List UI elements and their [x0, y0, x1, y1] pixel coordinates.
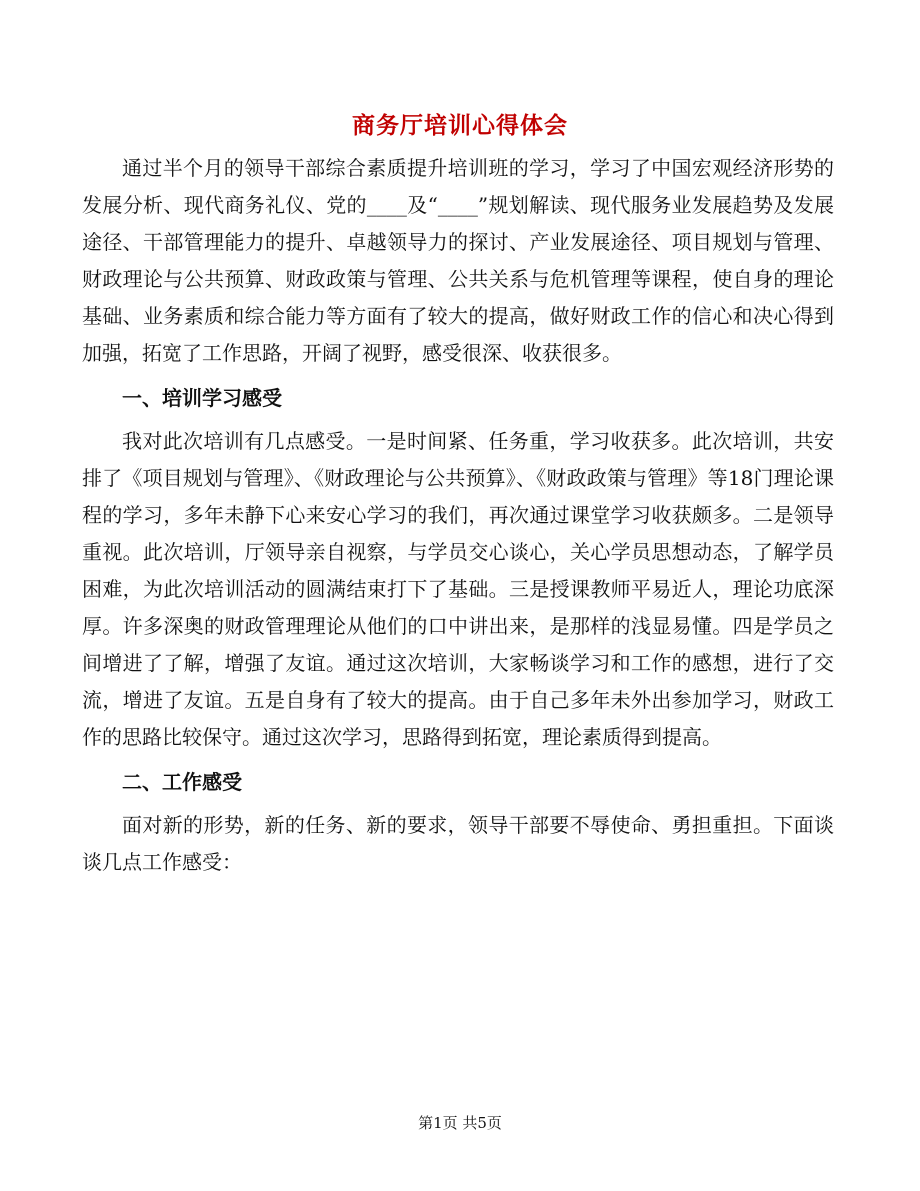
training-paragraph: 我对此次培训有几点感受。一是时间紧、任务重，学习收获多。此次培训，共安排了《项目规划与管理》、《财政理论与公共预算》、《财政政策与管理》等18门理论课程的学习，多年未静下心来安心学习的我们，再次通过课堂学习收获颇多。二是领导重视。此次培训，厅领导亲自视察，与学员交心谈心，关心学员思想动态，了解学员困难，为此次培训活动的圆满结束打下了基础。三是授课教师平易近人，理论功底深厚。许多深奥的财政管理理论从他们的口中讲出来，是那样的浅显易懂。四是学员之间增进了了解，增强了友谊。通过这次培训，大家畅谈学习和工作的感想，进行了交流，增进了友谊。五是自身有了较大的提高。由于自己多年未外出参加学习，财政工作的思路比较保守。通过这次学习，思路得到拓宽，理论素质得到提高。: [82, 429, 834, 749]
document-title: 商务厅培训心得体会: [352, 112, 568, 139]
page-number-footer: 第1页 共5页: [418, 1114, 502, 1132]
section-heading-training: 一、培训学习感受: [122, 386, 282, 410]
intro-paragraph: 通过半个月的领导干部综合素质提升培训班的学习，学习了中国宏观经济形势的发展分析、现代商务礼仪、党的____及“____”规划解读、现代服务业发展趋势及发展途径、干部管理能力的提升、卓越领导力的探讨、产业发展途径、项目规划与管理、财政理论与公共预算、财政政策与管理、公共关系与危机管理等课程，使自身的理论基础、业务素质和综合能力等方面有了较大的提高，做好财政工作的信心和决心得到加强，拓宽了工作思路，开阔了视野，感受很深、收获很多。: [82, 156, 834, 365]
work-paragraph: 面对新的形势，新的任务、新的要求，领导干部要不辱使命、勇担重担。下面谈谈几点工作感受：: [82, 813, 834, 874]
document-body: [82, 150, 834, 881]
section-heading-work: 二、工作感受: [122, 770, 242, 794]
